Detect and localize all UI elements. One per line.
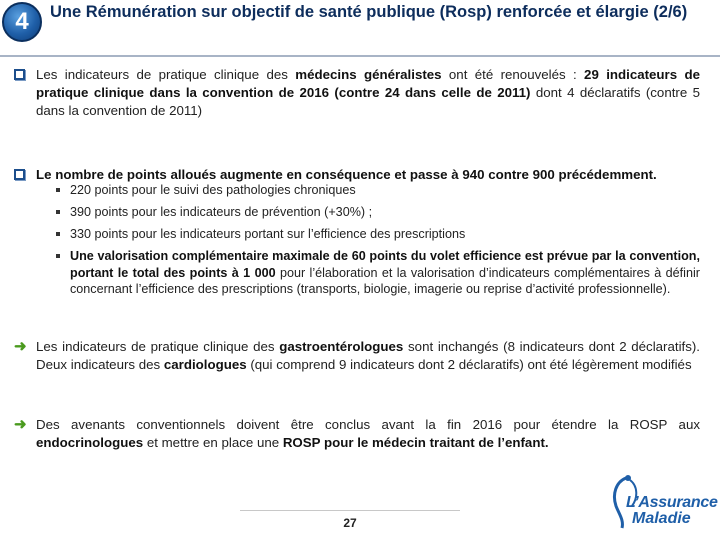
logo-text-line2: Maladie bbox=[632, 510, 691, 527]
list-item: 220 points pour le suivi des pathologies chroniques bbox=[56, 182, 700, 199]
small-square-bullet-icon bbox=[56, 232, 60, 236]
arrow-right-icon: ➜ bbox=[14, 338, 27, 355]
slide-title: Une Rémunération sur objectif de santé publique (Rosp) renforcée et élargie (2/6) bbox=[50, 3, 688, 21]
section-number-badge: 4 bbox=[2, 2, 42, 42]
small-square-bullet-icon bbox=[56, 188, 60, 192]
list-item: 330 points pour les indicateurs portant sur l’efficience des prescriptions bbox=[56, 226, 700, 243]
square-bullet-icon bbox=[14, 67, 30, 83]
assurance-maladie-logo bbox=[606, 470, 718, 534]
footer-divider bbox=[240, 510, 460, 511]
small-square-bullet-icon bbox=[56, 210, 60, 214]
square-bullet-icon bbox=[14, 167, 30, 183]
section-amendments bbox=[14, 416, 700, 452]
slide-header bbox=[0, 0, 720, 52]
page-number: 27 bbox=[343, 516, 357, 530]
arrow-right-icon: ➜ bbox=[14, 416, 27, 433]
section-text: Les indicateurs de pratique clinique des gastroentérologues sont inchangés (8 indicateurs dont 2 déclaratifs). Deux indicateurs des cardiologues (qui comprend 9 indicateurs dont 2 déclaratifs) ont été légèrement modifiés bbox=[36, 339, 700, 372]
section-text: Le nombre de points alloués augmente en conséquence et passe à 940 contre 900 précédemment. bbox=[36, 167, 657, 182]
section-text: Des avenants conventionnels doivent être conclus avant la fin 2016 pour étendre la ROSP aux endocrinologues et mettre en place une ROSP pour le médecin traitant de l’enfant. bbox=[36, 417, 700, 450]
list-item: Une valorisation complémentaire maximale de 60 points du volet efficience est prévue par la convention, portant le total des points à 1 000 pour l’élaboration et la valorisation d’indicateurs complémentaires à définir concernant l’efficience des prescriptions (transports, biologie, imagerie ou reprise d’activité professionnelle). bbox=[56, 248, 700, 298]
header-divider bbox=[0, 55, 720, 57]
section-text: Les indicateurs de pratique clinique des médecins généralistes ont été renouvelés : 29 indicateurs de pratique clinique dans la convention de 2016 (contre 24 dans celle de 2011) dont 4 déclaratifs (contre 5 dans la convention de 2011) bbox=[36, 67, 701, 118]
logo-text-line1: L’Assurance bbox=[626, 494, 718, 511]
section-specialists bbox=[14, 338, 700, 374]
small-square-bullet-icon bbox=[56, 254, 60, 258]
list-item: 390 points pour les indicateurs de prévention (+30%) ; bbox=[56, 204, 700, 221]
section-general-practitioners bbox=[14, 66, 700, 120]
